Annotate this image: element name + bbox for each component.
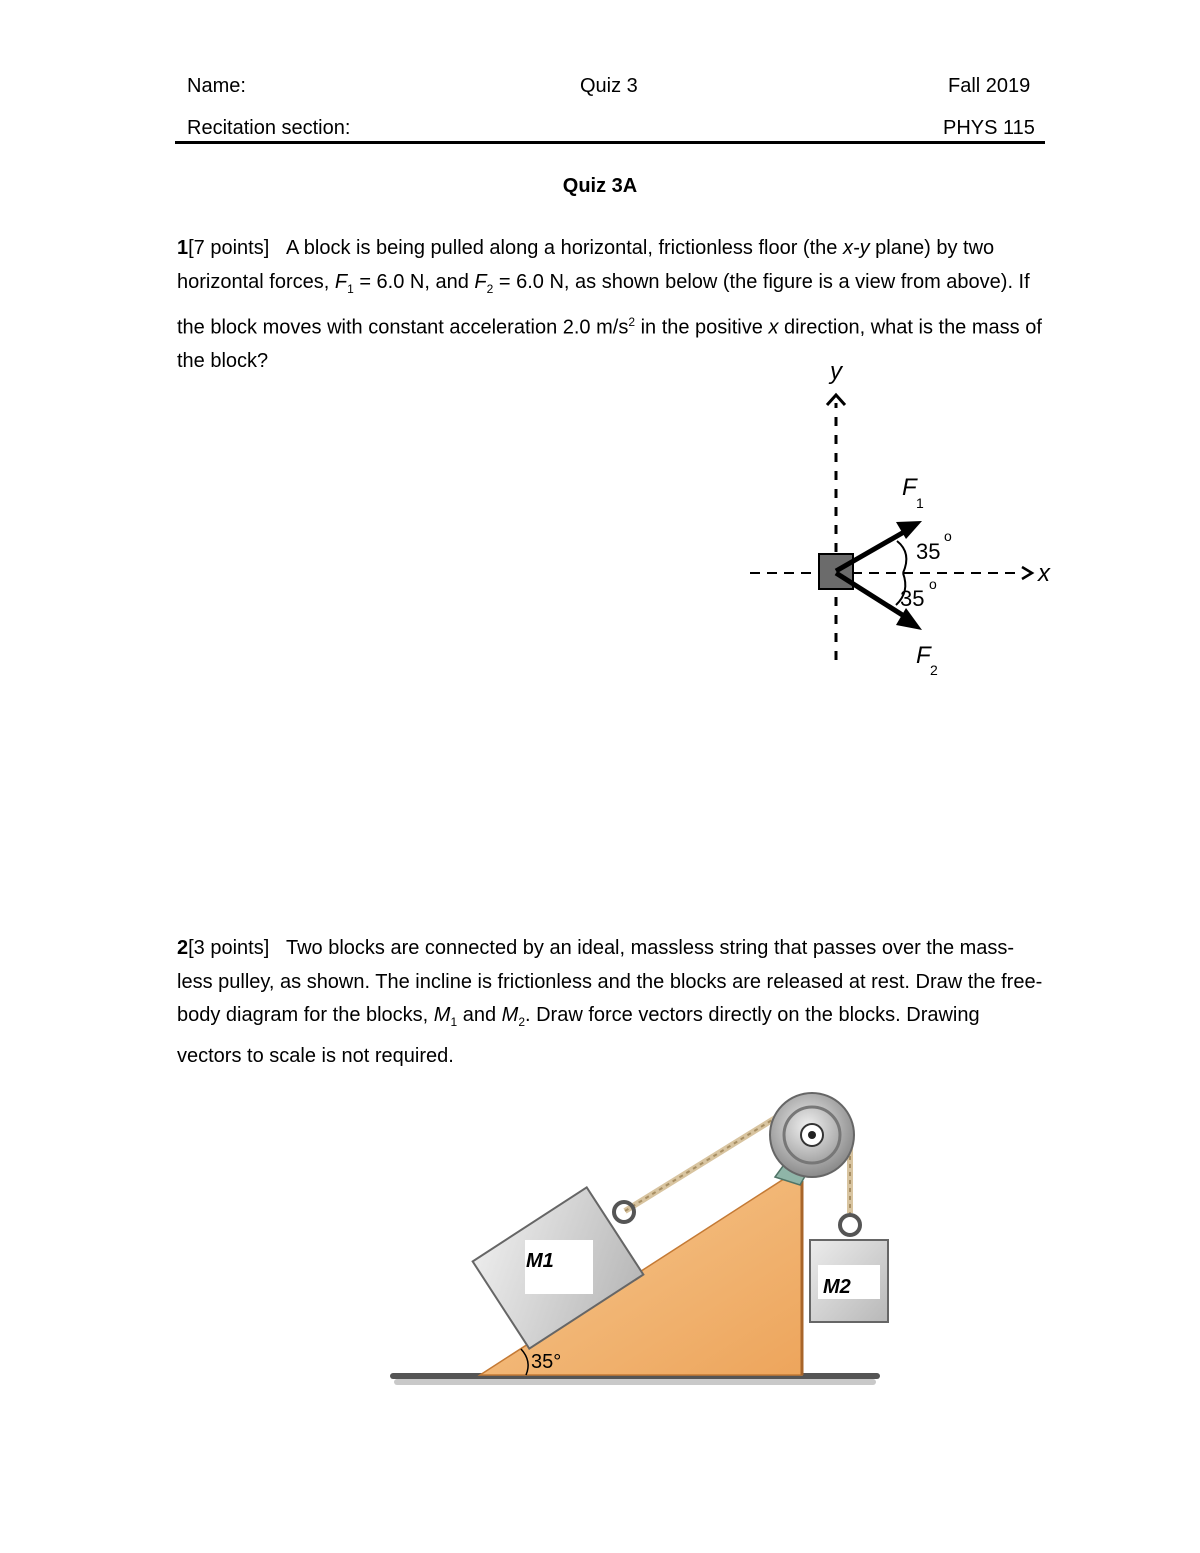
course-label: PHYS 115 bbox=[943, 117, 1035, 139]
q2-points: [3 points] bbox=[188, 937, 270, 959]
q2-m1-symbol: M bbox=[433, 1004, 451, 1026]
incline-angle-label: 35° bbox=[531, 1351, 562, 1373]
q1-f1-sub: 1 bbox=[347, 281, 354, 296]
quiz-label: Quiz 3 bbox=[580, 75, 638, 97]
q2-m2-sub: 2 bbox=[518, 1015, 525, 1029]
q1-f2-symbol: F bbox=[474, 270, 487, 293]
block bbox=[819, 554, 853, 589]
m2-hook bbox=[840, 1215, 860, 1235]
angle-1-label: 35 bbox=[916, 539, 941, 564]
q1-f2-sub: 2 bbox=[486, 281, 494, 296]
f2-vector bbox=[836, 573, 904, 616]
y-axis-label: y bbox=[830, 358, 842, 385]
name-label: Name: bbox=[187, 75, 246, 97]
m1-label: M1 bbox=[526, 1250, 554, 1272]
q1-text-1: A block is being pulled along a horizontal, frictionless floor (the bbox=[285, 237, 843, 259]
q1-f1-symbol: F bbox=[334, 270, 348, 293]
q2-m2-symbol: M bbox=[501, 1004, 519, 1026]
angle-arc-1 bbox=[897, 541, 906, 573]
q1-text-3: = 6.0 N, and bbox=[353, 270, 475, 293]
m1-hook bbox=[614, 1202, 634, 1222]
q1-xy: x-y bbox=[842, 237, 870, 259]
m2-label: M2 bbox=[823, 1276, 851, 1298]
f2-label: F bbox=[916, 642, 931, 669]
q2-text-2: . Draw force vectors directly on the blocks. Drawing vectors to scale is not required. bbox=[177, 1004, 980, 1067]
q2-m1-sub: 1 bbox=[450, 1015, 458, 1029]
incline-pulley-diagram bbox=[380, 1085, 900, 1415]
ground-shadow bbox=[394, 1379, 876, 1385]
header-rule bbox=[175, 141, 1045, 144]
q2-text-1: Two blocks are connected by an ideal, massless string that passes over the mass-less pulley, as shown. The incline is frictionless and the blocks are released at rest. Draw the free-body diagram for the blocks, bbox=[177, 937, 1043, 1026]
f1-label: F bbox=[902, 474, 917, 501]
pulley-pin bbox=[808, 1131, 816, 1139]
force-diagram bbox=[740, 355, 1060, 685]
f1-vector bbox=[836, 532, 904, 571]
question-2 bbox=[177, 932, 1047, 1073]
q1-points: [7 points] bbox=[188, 237, 270, 259]
angle-1-degree: o bbox=[944, 528, 952, 544]
q2-and: and bbox=[457, 1004, 502, 1026]
q1-x: x bbox=[768, 316, 779, 339]
f1-subscript: 1 bbox=[916, 495, 924, 511]
term-label: Fall 2019 bbox=[948, 75, 1031, 97]
x-axis-arrowhead bbox=[1022, 567, 1032, 579]
q1-text-6: direction, what is the mass of the block? bbox=[177, 316, 1042, 373]
q1-text-2: plane) by two horizontal forces, bbox=[177, 237, 995, 293]
q1-squared: 2 bbox=[628, 315, 636, 329]
q2-number: 2 bbox=[177, 937, 189, 959]
angle-2-degree: o bbox=[929, 576, 937, 592]
x-axis-label: x bbox=[1038, 560, 1050, 587]
f2-subscript: 2 bbox=[930, 662, 938, 678]
angle-2-label: 35 bbox=[900, 586, 925, 611]
recitation-section-label: Recitation section: bbox=[187, 117, 351, 139]
q1-number: 1 bbox=[177, 237, 189, 259]
page-title: Quiz 3A bbox=[562, 175, 638, 197]
q1-text-4: = 6.0 N, as shown below (the figure is a view from above). If the block moves with constant acceleration 2.0 m/s bbox=[177, 270, 1030, 339]
q1-text-5: in the positive bbox=[635, 316, 769, 339]
